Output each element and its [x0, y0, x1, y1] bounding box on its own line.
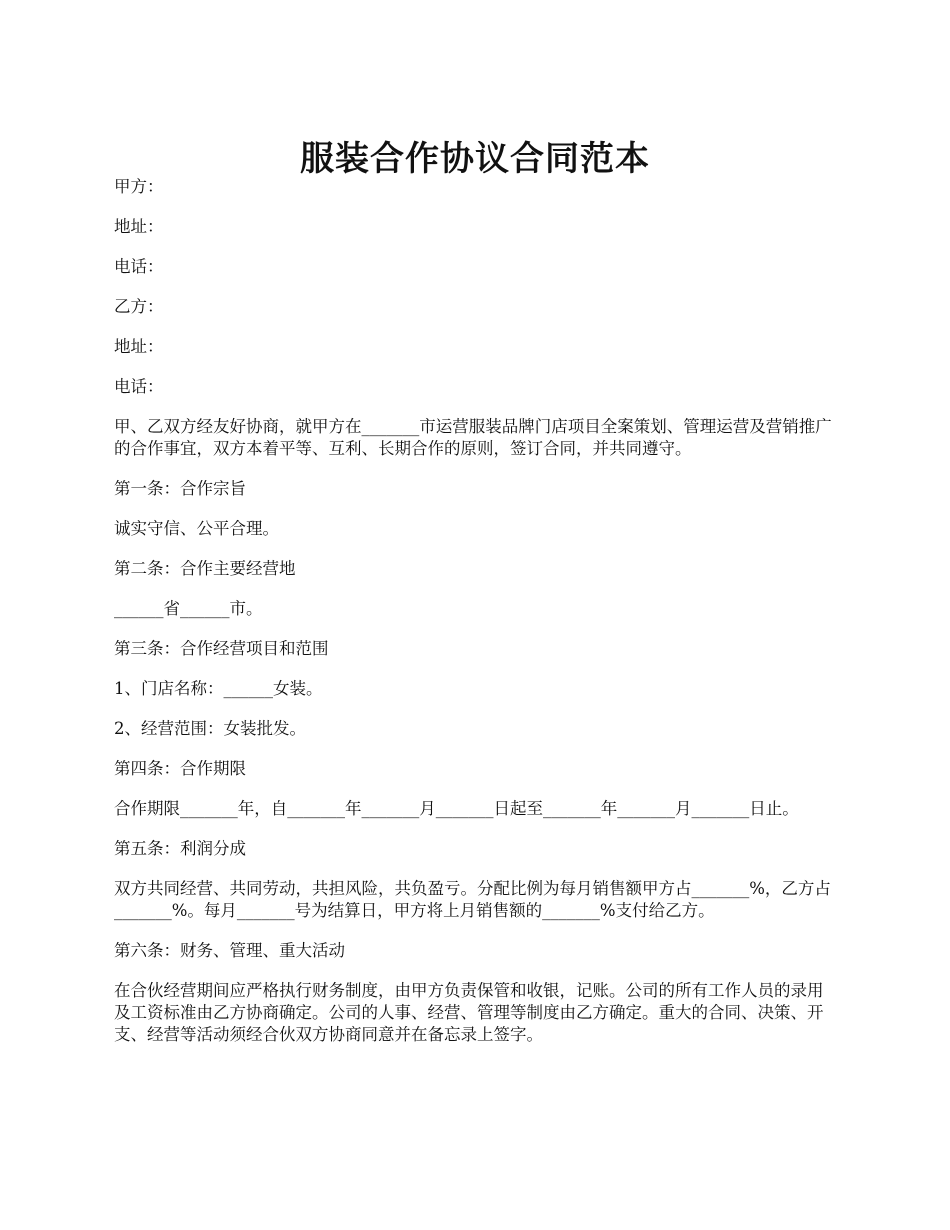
intro-paragraph: 甲、乙双方经友好协商，就甲方在_______市运营服装品牌门店项目全案策划、管理运营及营销推广的合作事宜，双方本着平等、互利、长期合作的原则，签订合同，并共同遵守。	[114, 417, 832, 458]
article-1-heading: 第一条：合作宗旨	[114, 479, 246, 498]
party-a-address-label: 地址：	[114, 217, 164, 236]
party-a-name-label: 甲方：	[114, 177, 164, 196]
document-title: 服装合作协议合同范本	[300, 138, 650, 179]
article-3-item-2: 2、经营范围：女装批发。	[114, 719, 306, 738]
article-1-body: 诚实守信、公平合理。	[114, 519, 279, 538]
article-4-heading: 第四条：合作期限	[114, 759, 246, 778]
party-b-address-label: 地址：	[114, 337, 164, 356]
article-2-body: ______省______市。	[114, 599, 263, 618]
article-6-heading: 第六条：财务、管理、重大活动	[114, 941, 345, 960]
article-5-body: 双方共同经营、共同劳动，共担风险，共负盈亏。分配比例为每月销售额甲方占_______%，乙方占_______%。每月_______号为结算日，甲方将上月销售额的_______%支付给乙方。	[114, 879, 831, 920]
article-2-heading: 第二条：合作主要经营地	[114, 559, 296, 578]
party-a-phone-label: 电话：	[114, 257, 164, 276]
party-b-phone-label: 电话：	[114, 377, 164, 396]
article-3-item-1: 1、门店名称：______女装。	[114, 679, 323, 698]
party-b-name-label: 乙方：	[114, 297, 164, 316]
article-6-body: 在合伙经营期间应严格执行财务制度，由甲方负责保管和收银，记账。公司的所有工作人员的录用及工资标准由乙方协商确定。公司的人事、经营、管理等制度由乙方确定。重大的合同、决策、开支、经营等活动须经合伙双方协商同意并在备忘录上签字。	[114, 981, 824, 1044]
article-4-body: 合作期限_______年，自_______年_______月_______日起至_______年_______月_______日止。	[114, 799, 799, 818]
article-5-heading: 第五条：利润分成	[114, 839, 246, 858]
document-body	[114, 176, 838, 1064]
article-3-heading: 第三条：合作经营项目和范围	[114, 639, 329, 658]
